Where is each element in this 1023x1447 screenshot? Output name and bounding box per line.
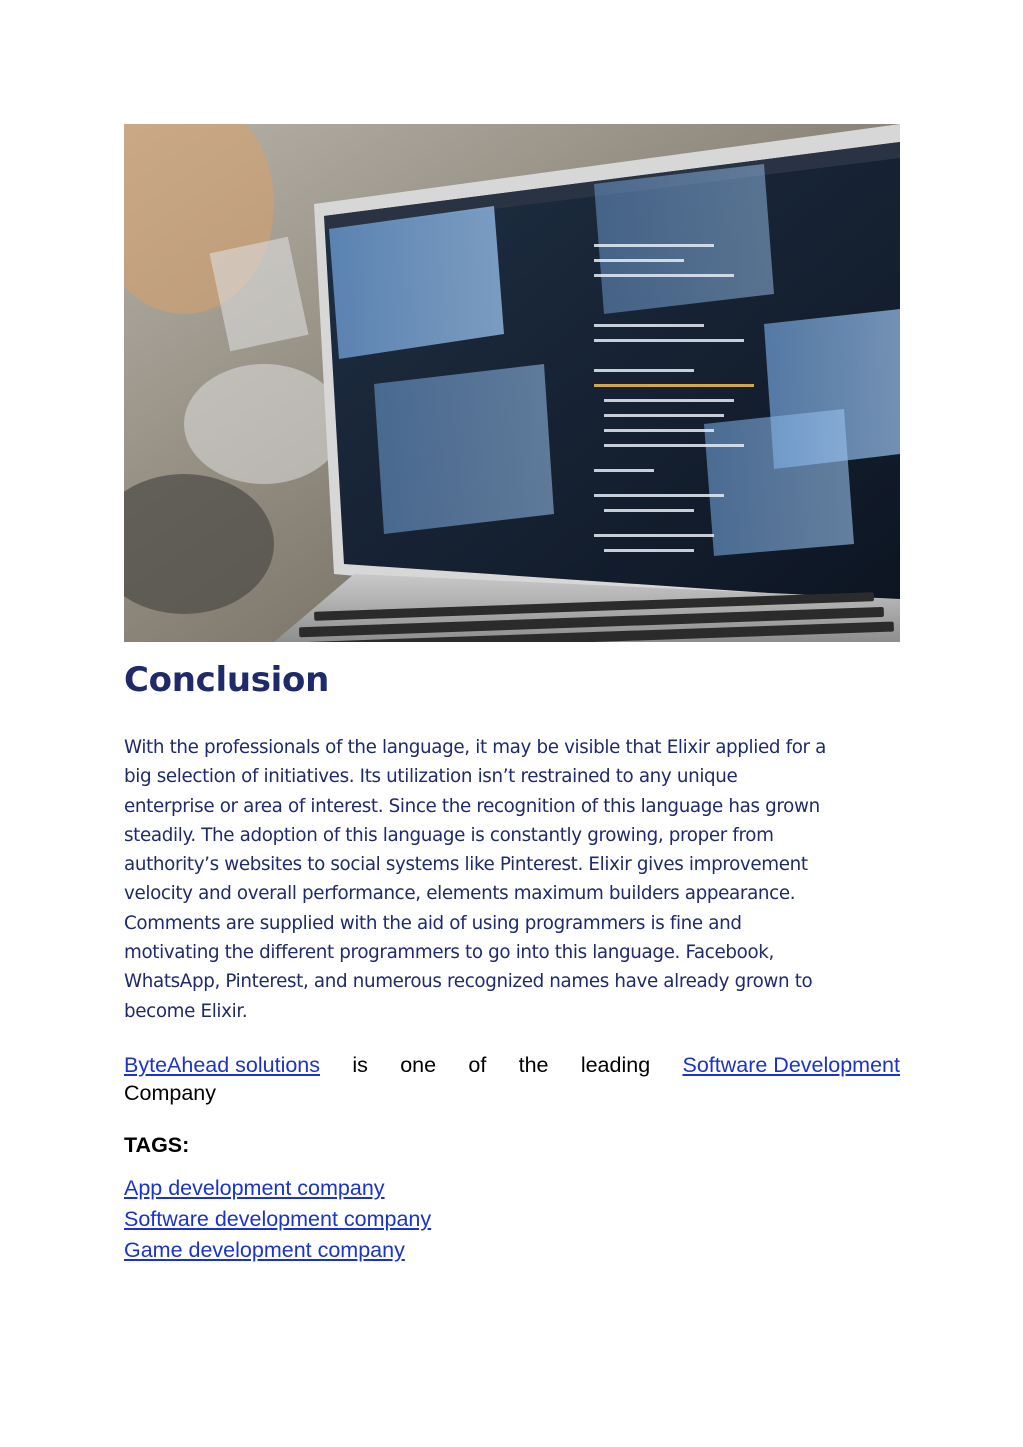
paragraph-line: steadily. The adoption of this language is constantly growing, proper from [124,824,774,846]
paragraph-line: become Elixir. [124,1000,248,1022]
company-statement [124,1051,900,1107]
statement-line-2: Company [124,1081,217,1105]
byteahead-link[interactable]: ByteAhead solutions [124,1053,321,1077]
tags-heading: TAGS: [124,1133,190,1157]
statement-word: of [468,1053,487,1077]
tag-link-game-development[interactable]: Game development company [124,1238,405,1262]
paragraph-line: motivating the different programmers to go into this language. Facebook, [124,942,775,964]
paragraph-line: WhatsApp, Pinterest, and numerous recognized names have already grown to [124,971,813,993]
page-title: Conclusion [124,660,329,700]
tag-link-app-development[interactable]: App development company [124,1176,385,1200]
tag-link-software-development[interactable]: Software development company [124,1207,432,1231]
statement-word: leading [580,1053,651,1077]
paragraph-line: Comments are supplied with the aid of using programmers is fine and [124,912,742,934]
conclusion-paragraph [124,733,904,1026]
statement-word: the [518,1053,549,1077]
paragraph-line: velocity and overall performance, elements maximum builders appearance. [124,883,796,905]
statement-word: is [352,1053,368,1077]
paragraph-line: big selection of initiatives. Its utilization isn’t restrained to any unique [124,766,738,788]
paragraph-line: With the professionals of the language, it may be visible that Elixir applied for a [124,737,827,758]
tags-list [124,1173,431,1266]
paragraph-line: authority’s websites to social systems like Pinterest. Elixir gives improvement [124,854,808,876]
software-development-link[interactable]: Software Development [682,1053,900,1077]
paragraph-line: enterprise or area of interest. Since the recognition of this language has grown [124,795,820,817]
laptop-code-photo [124,124,900,642]
statement-word: one [400,1053,437,1077]
